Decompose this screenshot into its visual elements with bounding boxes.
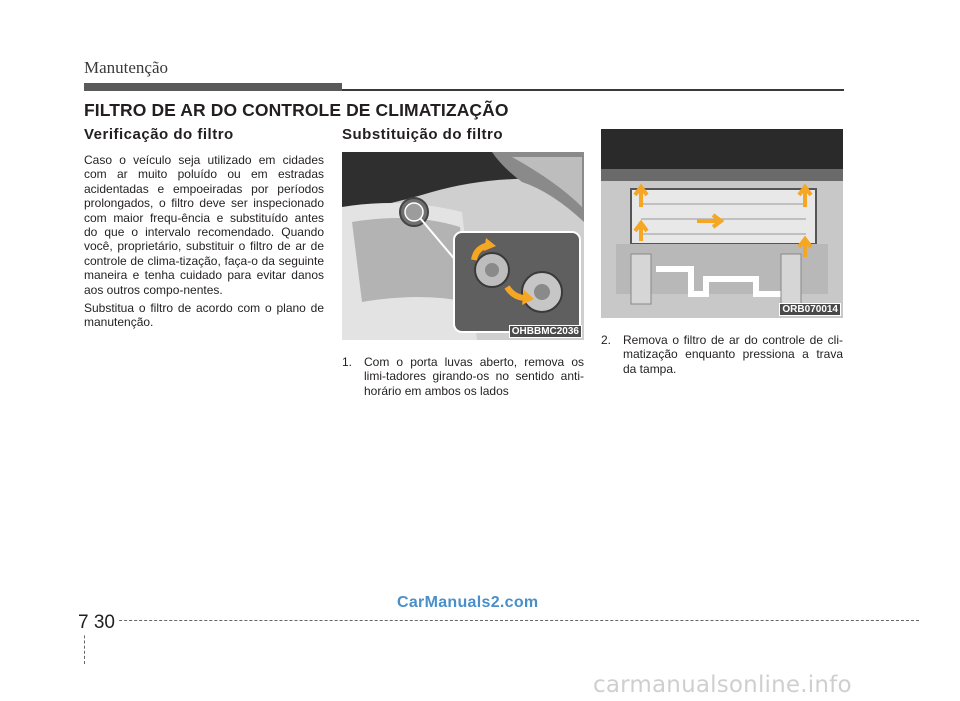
replacement-heading: Substituição do filtro (342, 126, 503, 143)
verification-paragraph-1: Caso o veículo seja utilizado em cidades com ar muito poluído ou em estradas acidentadas e empoeiradas por períodos prolongados, o filtro deve ser inspecionado com maior frequ-ência e substituído antes do que o intervalo recomendado. Quando você, proprietário, substituir o filtro de ar de controle de clima-tização, faça-o da seguinte maneira e tenha cuidado para evitar danos aos outros compo-nentes. (84, 153, 324, 297)
glovebox-drawing (342, 152, 584, 340)
header-rule-thick (84, 83, 342, 91)
verification-body (84, 153, 324, 334)
watermark-text: CarManuals2.com (397, 594, 539, 611)
step-2-text: Remova o filtro de ar do controle de cli-matização enquanto pressiona a trava da tampa. (623, 333, 843, 376)
step-2 (601, 333, 843, 376)
filter-illustration (601, 129, 843, 318)
step-2-number: 2. (601, 333, 612, 347)
page-header-title: Manutenção (84, 58, 169, 77)
step-1-number: 1. (342, 355, 353, 369)
verification-heading: Verificação do filtro (84, 126, 234, 143)
site-watermark: carmanualsonline.info (593, 672, 852, 698)
page-number: 7 30 (78, 612, 115, 633)
step-1-text: Com o porta luvas aberto, remova os limi-tadores girando-os no sentido anti-horário em ambos os lados (364, 355, 584, 398)
glovebox-image-label: OHBBMC2036 (509, 325, 582, 338)
verification-paragraph-2: Substitua o filtro de acordo com o plano de manutenção. (84, 301, 324, 330)
glovebox-illustration (342, 152, 584, 340)
section-title: FILTRO DE AR DO CONTROLE DE CLIMATIZAÇÃO (84, 100, 509, 120)
filter-drawing (601, 129, 843, 318)
step-1 (342, 355, 584, 398)
filter-image-label: ORB070014 (779, 303, 841, 316)
header-rule-thin (342, 89, 844, 91)
footer-dashed-rule (84, 620, 919, 621)
